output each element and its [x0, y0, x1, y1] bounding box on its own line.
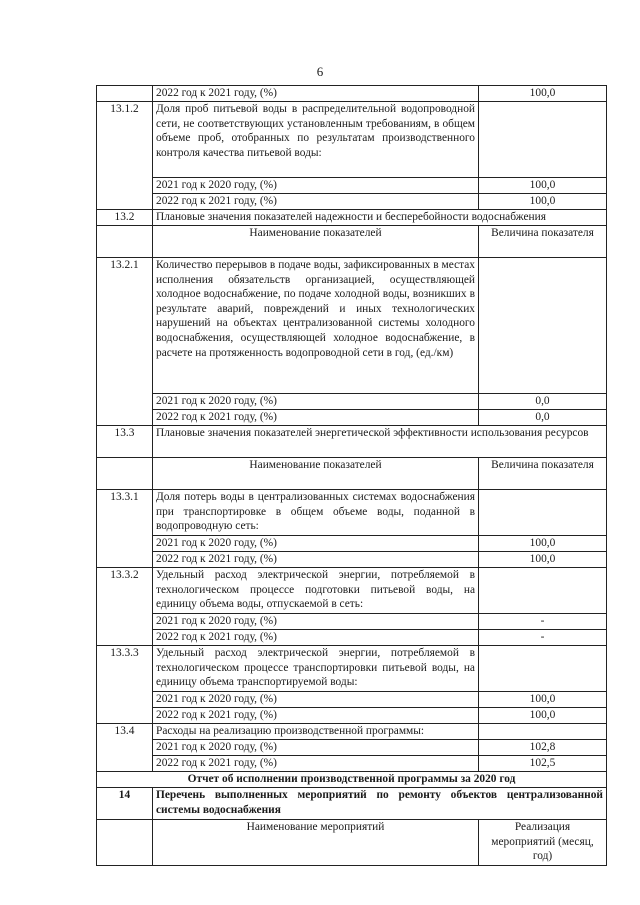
- table-row: [97, 258, 607, 394]
- row-label: 2022 год к 2021 году, (%): [153, 552, 479, 568]
- section-code: 13.3.1: [97, 490, 153, 568]
- row-label: 2022 год к 2021 году, (%): [153, 756, 479, 772]
- indicator-description: Доля проб питьевой воды в распределительной водопроводной сети, не соответствующих установленным требованиям, в общем объеме проб, отобранных по результатам производственного контроля качества питьевой воды:: [153, 102, 479, 178]
- table-row: [97, 630, 607, 646]
- table-row: [97, 568, 607, 614]
- header-name: Наименование мероприятий: [153, 820, 479, 866]
- empty-value-cell: [479, 258, 607, 394]
- header-value: Величина показателя: [479, 226, 607, 258]
- row-label: 2022 год к 2021 году, (%): [153, 86, 479, 102]
- section-title: Перечень выполненных мероприятий по ремонту объектов централизованной системы водоснабжения: [153, 788, 607, 820]
- table-row: [97, 646, 607, 692]
- section-title: Расходы на реализацию производственной программы:: [153, 724, 479, 740]
- indicator-description: Удельный расход электрической энергии, потребляемой в технологическом процессе транспортировки питьевой воды, на единицу объема транспортируемой воды:: [153, 646, 479, 692]
- row-value: -: [479, 630, 607, 646]
- header-name: Наименование показателей: [153, 226, 479, 258]
- section-code: 13.2.1: [97, 258, 153, 426]
- indicator-description: Доля потерь воды в централизованных системах водоснабжения при транспортировке в общем объеме воды, поданной в водопроводную сеть:: [153, 490, 479, 536]
- table-row: [97, 740, 607, 756]
- row-label: 2022 год к 2021 году, (%): [153, 630, 479, 646]
- section-code: 13.4: [97, 724, 153, 772]
- code-cell: [97, 226, 153, 258]
- row-label: 2021 год к 2020 году, (%): [153, 692, 479, 708]
- indicator-description: Удельный расход электрической энергии, потребляемой в технологическом процессе подготовки питьевой воды, на единицу объема воды, отпускаемой в сеть:: [153, 568, 479, 614]
- row-label: 2022 год к 2021 году, (%): [153, 410, 479, 426]
- section-code: 13.3.3: [97, 646, 153, 724]
- section-title: Плановые значения показателей надежности и бесперебойности водоснабжения: [153, 210, 607, 226]
- row-value: 100,0: [479, 552, 607, 568]
- row-label: 2022 год к 2021 году, (%): [153, 708, 479, 724]
- table-row: [97, 394, 607, 410]
- table-row: [97, 410, 607, 426]
- header-value: Величина показателя: [479, 458, 607, 490]
- row-value: 102,8: [479, 740, 607, 756]
- report-heading-row: [97, 772, 607, 788]
- row-value: 100,0: [479, 708, 607, 724]
- header-value: Реализация мероприятий (месяц, год): [479, 820, 607, 866]
- table-row: [97, 102, 607, 178]
- row-value: 100,0: [479, 86, 607, 102]
- table-row: [97, 614, 607, 630]
- report-title: Отчет об исполнении производственной программы за 2020 год: [97, 772, 607, 788]
- row-value: 0,0: [479, 394, 607, 410]
- table-row: [97, 756, 607, 772]
- column-header-row: [97, 820, 607, 866]
- row-label: 2021 год к 2020 году, (%): [153, 740, 479, 756]
- row-value: 100,0: [479, 536, 607, 552]
- section-code: 14: [97, 788, 153, 820]
- section-code: 13.1.2: [97, 102, 153, 210]
- row-label: 2021 год к 2020 году, (%): [153, 394, 479, 410]
- table-row: [97, 194, 607, 210]
- row-value: 100,0: [479, 178, 607, 194]
- empty-value-cell: [479, 646, 607, 692]
- empty-value-cell: [479, 102, 607, 178]
- row-value: 102,5: [479, 756, 607, 772]
- column-header-row: [97, 226, 607, 258]
- row-value: 0,0: [479, 410, 607, 426]
- section-code: 13.3.2: [97, 568, 153, 646]
- table-row: [97, 552, 607, 568]
- section-title: Плановые значения показателей энергетической эффективности использования ресурсов: [153, 426, 607, 458]
- row-label: 2021 год к 2020 году, (%): [153, 536, 479, 552]
- section-heading-row: [97, 210, 607, 226]
- section-code: 13.2: [97, 210, 153, 226]
- code-cell: [97, 820, 153, 866]
- header-name: Наименование показателей: [153, 458, 479, 490]
- table-row: [97, 86, 607, 102]
- table-row: [97, 724, 607, 740]
- empty-value-cell: [479, 568, 607, 614]
- program-table: [96, 85, 607, 866]
- column-header-row: [97, 458, 607, 490]
- row-value: 100,0: [479, 692, 607, 708]
- code-cell: [97, 458, 153, 490]
- section-code: 13.3: [97, 426, 153, 458]
- table-row: [97, 536, 607, 552]
- code-cell: [97, 86, 153, 102]
- table-row: [97, 490, 607, 536]
- row-label: 2022 год к 2021 году, (%): [153, 194, 479, 210]
- empty-value-cell: [479, 490, 607, 536]
- section-heading-row: [97, 426, 607, 458]
- empty-value-cell: [479, 724, 607, 740]
- section-heading-row: [97, 788, 607, 820]
- row-label: 2021 год к 2020 году, (%): [153, 614, 479, 630]
- row-value: 100,0: [479, 194, 607, 210]
- indicator-description: Количество перерывов в подаче воды, зафиксированных в местах исполнения обязательств организацией, осуществляющей холодное водоснабжение, по подаче холодной воды, возникших в результате аварий, повреждений и иных технологических нарушений на объектах централизованной системы холодного водоснабжения, осуществляющей холодное водоснабжение, в расчете на протяженность водопроводной сети в год, (ед./км): [153, 258, 479, 394]
- table-row: [97, 708, 607, 724]
- table-row: [97, 178, 607, 194]
- row-value: -: [479, 614, 607, 630]
- page-number: 6: [316, 64, 324, 79]
- table-row: [97, 692, 607, 708]
- row-label: 2021 год к 2020 году, (%): [153, 178, 479, 194]
